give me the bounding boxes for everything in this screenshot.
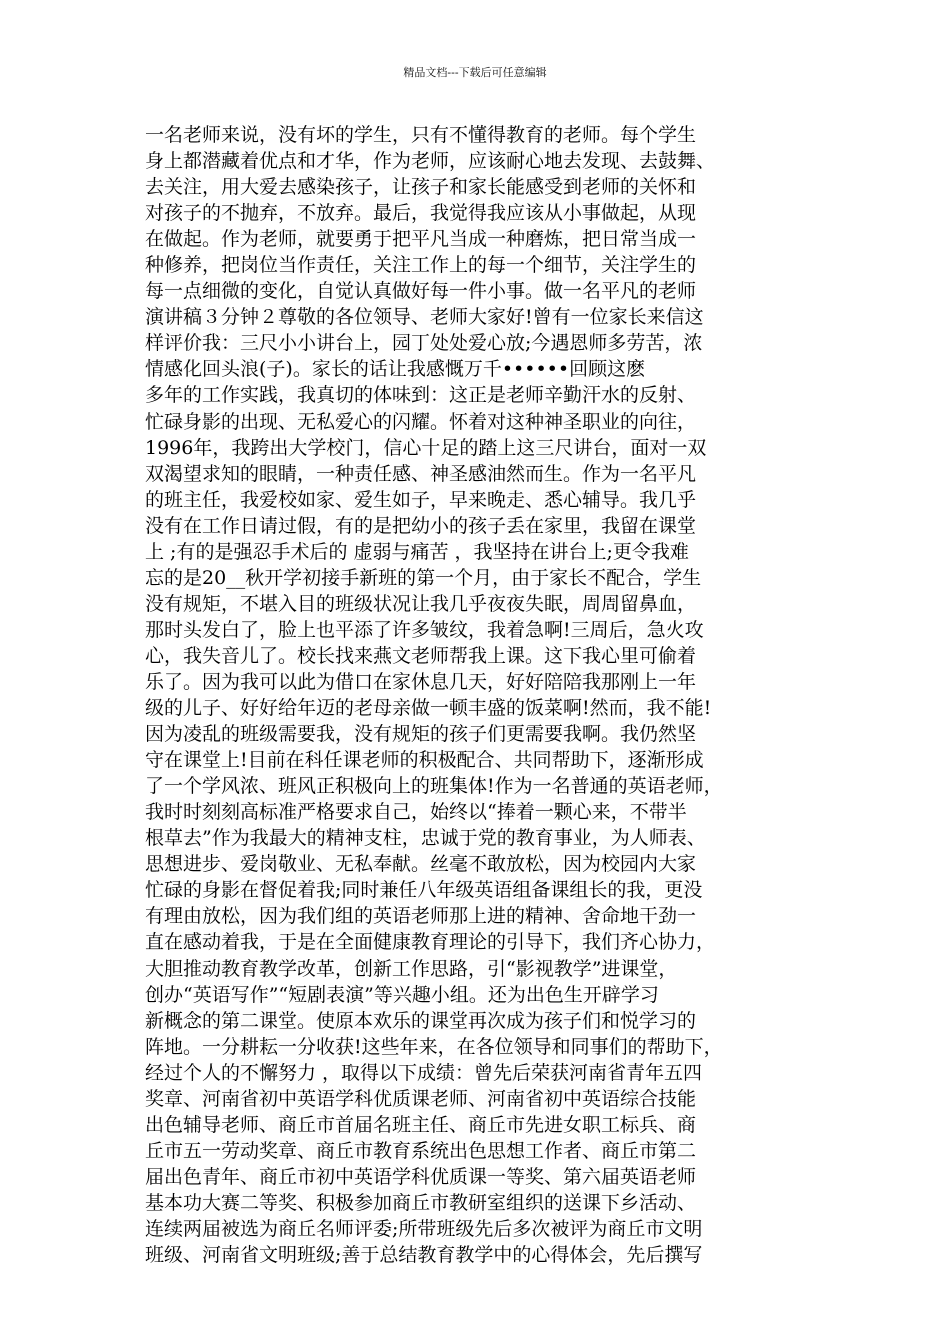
text-line: 思想进步、爱岗敬业、无私奉献。丝毫不敢放松，因为校园内大家 — [145, 853, 697, 876]
text-line: 奖章、河南省初中英语学科优质课老师、河南省初中英语综合技能 — [145, 1087, 697, 1110]
text-line: 根草去”作为我最大的精神支柱，忠诚于党的教育事业，为人师表、 — [145, 827, 706, 850]
text-line: 因为凌乱的班级需要我，没有规矩的孩子们更需要我啊。我仍然坚 — [145, 723, 697, 746]
text-line: 那时头发白了，脸上也平添了许多皱纹，我着急啊!三周后，急火攻 — [145, 618, 704, 641]
text-line: 没有在工作日请过假，有的是把幼小的孩子丢在家里，我留在课堂 — [145, 514, 697, 537]
text-line: 样评价我：三尺小小讲台上，园丁处处爱心放;今遇恩师多劳苦，浓 — [145, 332, 703, 355]
text-line: 大胆推动教育教学改革，创新工作思路，引“影视教学”进课堂， — [145, 957, 678, 980]
text-line: 乐了。因为我可以此为借口在家休息几天，好好陪陪我那刚上一年 — [145, 670, 697, 693]
text-line: 多年的工作实践，我真切的体味到：这正是老师辛勤汗水的反射、 — [145, 384, 697, 407]
text-line: 在做起。作为老师，就要勇于把平凡当成一种磨炼，把日常当成一 — [145, 228, 697, 251]
text-line: 了一个学风浓、班风正积极向上的班集体!作为一名普通的英语老师， — [145, 775, 723, 798]
text-line: 出色辅导老师、商丘市首届名班主任、商丘市先进女职工标兵、商 — [145, 1113, 697, 1136]
text-line: 每一点细微的变化，自觉认真做好每一件小事。做一名平凡的老师 — [145, 280, 697, 303]
text-line: 演讲稿３分钟２尊敬的各位领导、老师大家好!曾有一位家长来信这 — [145, 306, 704, 329]
text-line: 有理由放松，因为我们组的英语老师那上进的精神、舍命地干劲一 — [145, 905, 697, 928]
text-line: 情感化回头浪(子)。家长的话让我感慨万千••••••回顾这麽 — [145, 358, 646, 381]
text-line: 守在课堂上!目前在科任课老师的积极配合、共同帮助下，逐渐形成 — [145, 749, 704, 772]
text-line: 身上都潜藏着优点和才华，作为老师，应该耐心地去发现、去鼓舞、 — [145, 150, 716, 173]
page-header: 精品文档---下载后可任意编辑 — [403, 66, 547, 79]
text-line: 创办“英语写作”“短剧表演”等兴趣小组。还为出色生开辟学习 — [145, 983, 659, 1006]
text-line: 级的儿子、好好给年迈的老母亲做一顿丰盛的饭菜啊!然而，我不能! — [145, 697, 712, 720]
text-line: 连续两届被选为商丘名师评委;所带班级先后多次被评为商丘市文明 — [145, 1217, 703, 1240]
text-line: 1996年，我跨出大学校门，信心十足的踏上这三尺讲台，面对一双 — [145, 436, 707, 459]
text-line: 基本功大赛二等奖、积极参加商丘市教研室组织的送课下乡活动、 — [145, 1191, 697, 1214]
text-line: 上 ;有的是强忍手术后的 虚弱与痛苦 ，我坚持在讲台上;更令我难 — [145, 540, 689, 563]
text-line: 忙碌身影的出现、无私爱心的闪耀。怀着对这种神圣职业的向往， — [145, 410, 697, 433]
text-line: 直在感动着我，于是在全面健康教育理论的引导下，我们齐心协力， — [145, 931, 716, 954]
text-line: 忙碌的身影在督促着我;同时兼任八年级英语组备课组长的我，更没 — [145, 879, 703, 902]
text-line: 种修养，把岗位当作责任，关注工作上的每一个细节，关注学生的 — [145, 254, 697, 277]
text-line: 届出色青年、商丘市初中英语学科优质课一等奖、第六届英语老师 — [145, 1165, 697, 1188]
text-line: 去关注，用大爱去感染孩子，让孩子和家长能感受到老师的关怀和 — [145, 176, 697, 199]
text-line: 班级、河南省文明班级;善于总结教育教学中的心得体会，先后撰写 — [145, 1244, 703, 1267]
text-line: 双渴望求知的眼睛，一种责任感、神圣感油然而生。作为一名平凡 — [145, 462, 697, 485]
text-line: 的班主任，我爱校如家、爱生如子，早来晚走、悉心辅导。我几乎 — [145, 488, 697, 511]
text-line: 没有规矩，不堪入目的班级状况让我几乎夜夜失眠，周周留鼻血， — [145, 592, 697, 615]
text-line: 阵地。一分耕耘一分收获!这些年来，在各位领导和同事们的帮助下， — [145, 1035, 723, 1058]
text-line: 经过个人的不懈努力 ，取得以下成绩：曾先后荣获河南省青年五四 — [145, 1061, 703, 1084]
body-text — [145, 122, 815, 1268]
text-line: 丘市五一劳动奖章、商丘市教育系统出色思想工作者、商丘市第二 — [145, 1139, 697, 1162]
text-line: 一名老师来说，没有坏的学生，只有不懂得教育的老师。每个学生 — [145, 124, 697, 146]
text-line: 忘的是20__秋开学初接手新班的第一个月，由于家长不配合，学生 — [145, 566, 702, 589]
text-line: 新概念的第二课堂。使原本欢乐的课堂再次成为孩子们和悦学习的 — [145, 1009, 697, 1032]
text-line: 我时时刻刻高标准严格要求自己，始终以“捧着一颗心来，不带半 — [145, 801, 687, 824]
text-line: 心，我失音儿了。校长找来燕文老师帮我上课。这下我心里可偷着 — [145, 644, 697, 667]
text-line: 对孩子的不抛弃，不放弃。最后，我觉得我应该从小事做起，从现 — [145, 202, 697, 225]
